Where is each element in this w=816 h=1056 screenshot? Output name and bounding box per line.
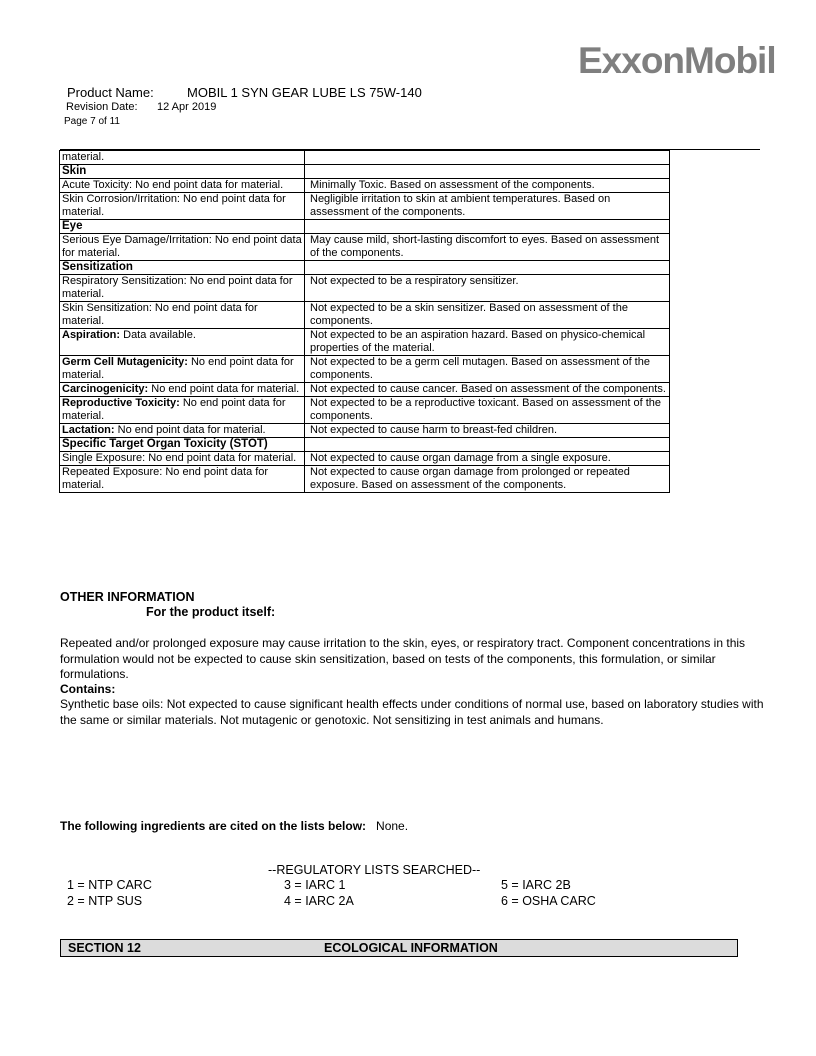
- reg-item: 1 = NTP CARC: [67, 878, 152, 892]
- revision-date: 12 Apr 2019: [157, 101, 217, 113]
- endpoint-label: Aspiration:: [62, 329, 121, 341]
- reg-item: 4 = IARC 2A: [284, 894, 354, 908]
- table-section-row: [60, 438, 670, 452]
- conclusion-cell: Not expected to cause organ damage from prolonged or repeated exposure. Based on assessment of the components.: [305, 466, 670, 493]
- table-row: [60, 356, 670, 383]
- endpoint-cell: Repeated Exposure: No end point data for material.: [60, 466, 305, 493]
- conclusion-cell: Not expected to cause harm to breast-fed children.: [305, 424, 670, 438]
- product-name: MOBIL 1 SYN GEAR LUBE LS 75W-140: [187, 85, 422, 100]
- endpoint-cell: Skin: [60, 165, 305, 179]
- revision-date-label: Revision Date:: [66, 101, 138, 113]
- endpoint-cell: Respiratory Sensitization: No end point data for material.: [60, 275, 305, 302]
- endpoint-text: No end point data for material.: [148, 383, 300, 395]
- endpoint-cell: [60, 356, 305, 383]
- endpoint-label: Reproductive Toxicity:: [62, 397, 180, 409]
- table-row: [60, 466, 670, 493]
- conclusion-cell: Not expected to cause organ damage from a single exposure.: [305, 452, 670, 466]
- endpoint-cell: Acute Toxicity: No end point data for material.: [60, 179, 305, 193]
- conclusion-cell: [305, 220, 670, 234]
- endpoint-label: Germ Cell Mutagenicity:: [62, 356, 188, 368]
- reg-item: 2 = NTP SUS: [67, 894, 143, 908]
- reg-item: 6 = OSHA CARC: [501, 894, 596, 908]
- conclusion-cell: Negligible irritation to skin at ambient temperatures. Based on assessment of the components.: [305, 193, 670, 220]
- endpoint-cell: Eye: [60, 220, 305, 234]
- endpoint-label: Lactation:: [62, 424, 115, 436]
- endpoint-cell: Serious Eye Damage/Irritation: No end point data for material.: [60, 234, 305, 261]
- endpoint-label: Carcinogenicity:: [62, 383, 149, 395]
- endpoint-cell: [60, 397, 305, 424]
- cited-value: None.: [376, 819, 409, 833]
- table-row: [60, 275, 670, 302]
- page-number: Page 7 of 11: [64, 116, 120, 127]
- conclusion-cell: Not expected to be a respiratory sensitizer.: [305, 275, 670, 302]
- table-row: [60, 151, 670, 165]
- product-name-label: Product Name:: [67, 85, 154, 100]
- section-number: SECTION 12: [68, 941, 141, 955]
- other-information-title: OTHER INFORMATION: [60, 590, 195, 604]
- conclusion-cell: Minimally Toxic. Based on assessment of the components.: [305, 179, 670, 193]
- section-title: ECOLOGICAL INFORMATION: [324, 941, 498, 955]
- table-row: [60, 452, 670, 466]
- table-row: [60, 424, 670, 438]
- table-section-row: [60, 261, 670, 275]
- table-row: [60, 302, 670, 329]
- exxonmobil-logo: ExxonMobil: [578, 40, 776, 81]
- other-information-subtitle: For the product itself:: [146, 605, 276, 619]
- cited-label: The following ingredients are cited on the lists below:: [60, 819, 367, 833]
- endpoint-cell: [60, 329, 305, 356]
- table-row: [60, 383, 670, 397]
- table-row: [60, 397, 670, 424]
- table-row: [60, 329, 670, 356]
- other-information-paragraph: Repeated and/or prolonged exposure may cause irritation to the skin, eyes, or respiratory tract. Component concentrations in this formulation would not be expected to cause skin sensitization, based on tests of the components, this formulation, or similar formulations.: [60, 636, 746, 681]
- endpoint-cell: Single Exposure: No end point data for material.: [60, 452, 305, 466]
- endpoint-cell: material.: [60, 151, 305, 165]
- endpoint-text: No end point data for material.: [62, 397, 286, 422]
- endpoint-cell: [60, 424, 305, 438]
- conclusion-cell: Not expected to be a skin sensitizer. Based on assessment of the components.: [305, 302, 670, 329]
- conclusion-cell: May cause mild, short-lasting discomfort to eyes. Based on assessment of the components.: [305, 234, 670, 261]
- table-row: [60, 179, 670, 193]
- endpoint-text: No end point data for material.: [114, 424, 266, 436]
- endpoint-text: No end point data for material.: [62, 356, 294, 381]
- endpoint-cell: Specific Target Organ Toxicity (STOT): [60, 438, 305, 452]
- endpoint-cell: [60, 383, 305, 397]
- endpoint-cell: Skin Sensitization: No end point data for material.: [60, 302, 305, 329]
- table-row: [60, 193, 670, 220]
- section-12-header: [60, 939, 738, 957]
- conclusion-cell: Not expected to be a reproductive toxicant. Based on assessment of the components.: [305, 397, 670, 424]
- table-section-row: [60, 220, 670, 234]
- contains-text: Synthetic base oils: Not expected to cause significant health effects under conditions of normal use, based on laboratory studies with the same or similar materials. Not mutagenic or genotoxic. Not sensitizing in test animals and humans.: [60, 697, 764, 727]
- conclusion-cell: [305, 151, 670, 165]
- conclusion-cell: [305, 438, 670, 452]
- conclusion-cell: Not expected to be a germ cell mutagen. Based on assessment of the components.: [305, 356, 670, 383]
- conclusion-cell: [305, 261, 670, 275]
- toxicity-table: [59, 150, 670, 493]
- conclusion-cell: Not expected to cause cancer. Based on assessment of the components.: [305, 383, 670, 397]
- cited-ingredients: [60, 819, 408, 833]
- conclusion-cell: [305, 165, 670, 179]
- contains-label: Contains:: [60, 682, 116, 696]
- reg-item: 3 = IARC 1: [284, 878, 346, 892]
- table-section-row: [60, 165, 670, 179]
- reg-item: 5 = IARC 2B: [501, 878, 571, 892]
- endpoint-cell: Skin Corrosion/Irritation: No end point data for material.: [60, 193, 305, 220]
- table-row: [60, 234, 670, 261]
- endpoint-text: Data available.: [120, 329, 196, 341]
- conclusion-cell: Not expected to be an aspiration hazard. Based on physico-chemical properties of the material.: [305, 329, 670, 356]
- endpoint-cell: Sensitization: [60, 261, 305, 275]
- regulatory-lists-title: --REGULATORY LISTS SEARCHED--: [268, 863, 481, 877]
